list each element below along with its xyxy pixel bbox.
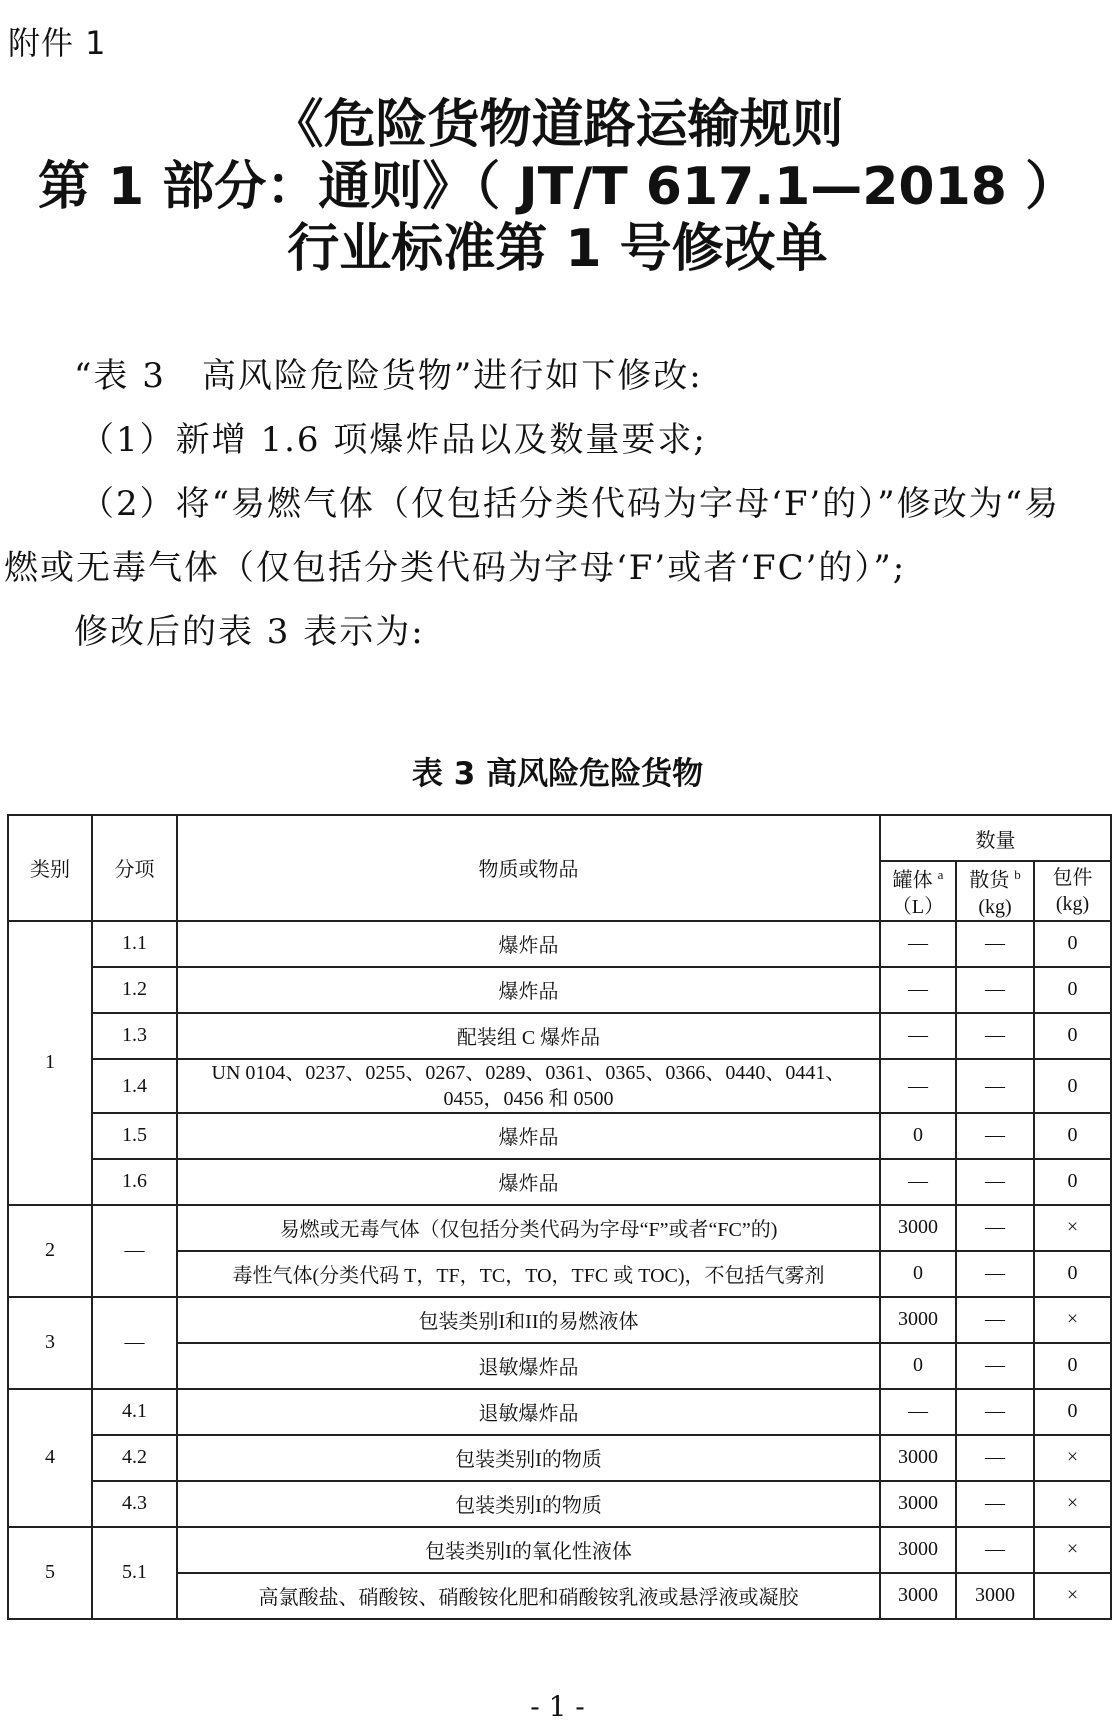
cell-division: 1.4 [92, 1059, 177, 1113]
cell-package: 0 [1034, 967, 1111, 1013]
header-substance: 物质或物品 [177, 815, 880, 921]
header-bulk: 散货 $^b$ (kg) [956, 861, 1034, 921]
cell-substance: 爆炸品 [177, 967, 880, 1013]
body-paragraph-4: 修改后的表 3 表示为: [74, 612, 425, 652]
cell-class: 5 [8, 1527, 92, 1619]
cell-bulk: — [956, 1343, 1034, 1389]
cell-package: 0 [1034, 1059, 1111, 1113]
table-row [8, 1527, 1111, 1573]
cell-substance: 包装类别I的氧化性液体 [177, 1527, 880, 1573]
cell-bulk: — [956, 1251, 1034, 1297]
body-paragraph-1: “表 3 高风险危险货物”进行如下修改: [74, 356, 703, 396]
header-class: 类别 [8, 815, 92, 921]
cell-division: 1.1 [92, 921, 177, 967]
cell-division: 4.3 [92, 1481, 177, 1527]
table-row [8, 1205, 1111, 1251]
cell-substance: 爆炸品 [177, 921, 880, 967]
cell-bulk: — [956, 921, 1034, 967]
cell-division: 4.1 [92, 1389, 177, 1435]
cell-division: 1.2 [92, 967, 177, 1013]
header-quantity: 数量 [880, 815, 1111, 861]
cell-tank: 3000 [880, 1527, 956, 1573]
title-line-1: 《危险货物道路运输规则 [271, 95, 844, 155]
table-row [8, 1297, 1111, 1343]
cell-package: × [1034, 1205, 1111, 1251]
cell-division: — [92, 1297, 177, 1389]
cell-tank: 0 [880, 1343, 956, 1389]
cell-substance: 包装类别I的物质 [177, 1435, 880, 1481]
cell-bulk: — [956, 1013, 1034, 1059]
cell-package: 0 [1034, 921, 1111, 967]
table-row [8, 1389, 1111, 1435]
body-paragraph-3a: （2）将“易燃气体（仅包括分类代码为字母‘F’的）”修改为“易 [80, 484, 1060, 524]
cell-tank: — [880, 1389, 956, 1435]
table-row [8, 1059, 1111, 1113]
attachment-label: 附件 1 [8, 24, 107, 62]
cell-bulk: — [956, 1389, 1034, 1435]
cell-class: 3 [8, 1297, 92, 1389]
cell-package: × [1034, 1297, 1111, 1343]
cell-bulk: 3000 [956, 1573, 1034, 1619]
cell-substance: 爆炸品 [177, 1159, 880, 1205]
cell-bulk: — [956, 1159, 1034, 1205]
cell-package: × [1034, 1435, 1111, 1481]
title-line-2: 第 1 部分：通则》（ JT/T 617.1—2018 ） [37, 157, 1078, 217]
cell-class: 1 [8, 921, 92, 1205]
table-row [8, 1435, 1111, 1481]
cell-tank: — [880, 1159, 956, 1205]
cell-substance: 毒性气体(分类代码 T，TF，TC，TO，TFC 或 TOC)，不包括气雾剂 [177, 1251, 880, 1297]
cell-division: 1.6 [92, 1159, 177, 1205]
cell-substance: 包装类别I和II的易燃液体 [177, 1297, 880, 1343]
cell-tank: — [880, 967, 956, 1013]
cell-substance: 高氯酸盐、硝酸铵、硝酸铵化肥和硝酸铵乳液或悬浮液或凝胶 [177, 1573, 880, 1619]
table-row [8, 1159, 1111, 1205]
cell-tank: — [880, 1059, 956, 1113]
cell-substance: UN 0104、0237、0255、0267、0289、0361、0365、0366、0440、0441、0455，0456 和 0500 [177, 1059, 880, 1113]
cell-class: 2 [8, 1205, 92, 1297]
cell-substance: 包装类别I的物质 [177, 1481, 880, 1527]
cell-package: × [1034, 1481, 1111, 1527]
cell-tank: 3000 [880, 1573, 956, 1619]
cell-package: 0 [1034, 1389, 1111, 1435]
cell-bulk: — [956, 1435, 1034, 1481]
table-row [8, 1481, 1111, 1527]
cell-tank: 3000 [880, 1205, 956, 1251]
cell-division: 1.3 [92, 1013, 177, 1059]
cell-package: × [1034, 1527, 1111, 1573]
cell-package: 0 [1034, 1113, 1111, 1159]
cell-tank: — [880, 1013, 956, 1059]
cell-substance: 配装组 C 爆炸品 [177, 1013, 880, 1059]
cell-bulk: — [956, 1059, 1034, 1113]
header-division: 分项 [92, 815, 177, 921]
cell-bulk: — [956, 1481, 1034, 1527]
page-number: - 1 - [530, 1690, 585, 1723]
cell-class: 4 [8, 1389, 92, 1527]
cell-division: 5.1 [92, 1527, 177, 1619]
cell-package: × [1034, 1573, 1111, 1619]
table-row [8, 1013, 1111, 1059]
table-row [8, 967, 1111, 1013]
cell-division: — [92, 1205, 177, 1297]
cell-substance: 爆炸品 [177, 1113, 880, 1159]
cell-tank: 3000 [880, 1297, 956, 1343]
cell-tank: 3000 [880, 1435, 956, 1481]
high-risk-dangerous-goods-table [7, 814, 1112, 1620]
header-package: 包件 (kg) [1034, 861, 1111, 921]
cell-bulk: — [956, 1527, 1034, 1573]
cell-substance: 易燃或无毒气体（仅包括分类代码为字母“F”或者“FC”的) [177, 1205, 880, 1251]
cell-tank: 0 [880, 1113, 956, 1159]
table-row [8, 921, 1111, 967]
body-paragraph-2: （1）新增 1.6 项爆炸品以及数量要求; [80, 420, 707, 460]
cell-substance: 退敏爆炸品 [177, 1389, 880, 1435]
cell-division: 1.5 [92, 1113, 177, 1159]
cell-bulk: — [956, 1113, 1034, 1159]
cell-substance: 退敏爆炸品 [177, 1343, 880, 1389]
cell-tank: 3000 [880, 1481, 956, 1527]
body-paragraph-3b: 燃或无毒气体（仅包括分类代码为字母‘F’或者‘FC’的）”; [4, 548, 907, 588]
cell-package: 0 [1034, 1343, 1111, 1389]
title-line-3: 行业标准第 1 号修改单 [287, 219, 828, 279]
header-tank: 罐体 $^a$ （L） [880, 861, 956, 921]
cell-tank: — [880, 921, 956, 967]
cell-tank: 0 [880, 1251, 956, 1297]
cell-bulk: — [956, 967, 1034, 1013]
cell-bulk: — [956, 1297, 1034, 1343]
cell-division: 4.2 [92, 1435, 177, 1481]
table-row [8, 1113, 1111, 1159]
cell-package: 0 [1034, 1251, 1111, 1297]
cell-package: 0 [1034, 1159, 1111, 1205]
cell-package: 0 [1034, 1013, 1111, 1059]
cell-bulk: — [956, 1205, 1034, 1251]
table-caption: 表 3 高风险危险货物 [411, 756, 704, 792]
